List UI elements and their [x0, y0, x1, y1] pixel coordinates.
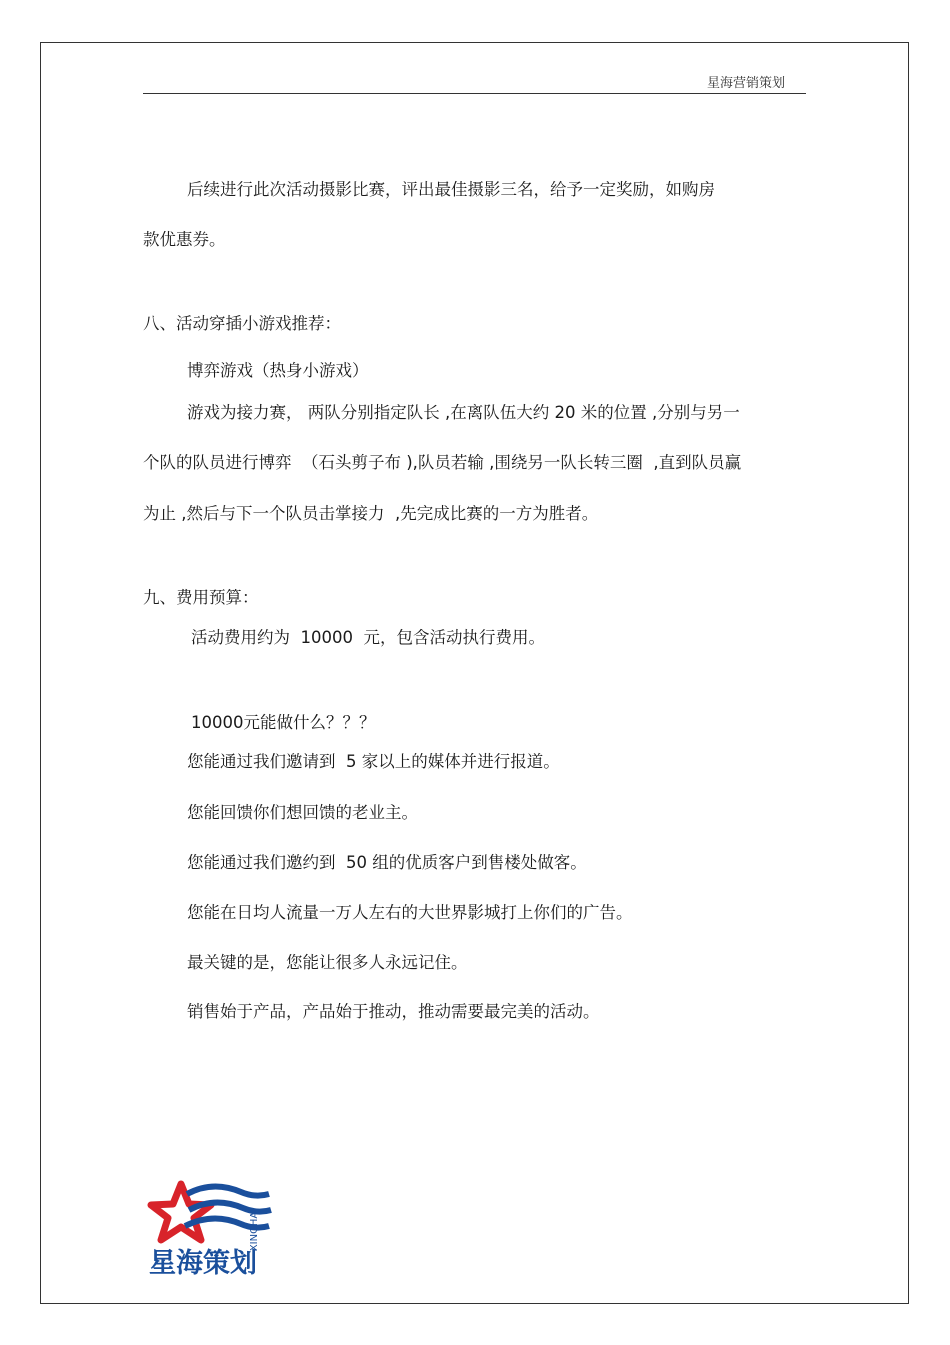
benefit-item: 您能在日均人流量一万人左右的大世界影城打上你们的广告。 — [187, 903, 633, 922]
budget-question: 10000元能做什么？？？ — [191, 713, 376, 732]
header-rule — [143, 93, 806, 94]
benefit-item: 您能回馈你们想回馈的老业主。 — [187, 803, 418, 822]
svg-text:XINGHAI: XINGHAI — [249, 1208, 260, 1252]
svg-text:星海策划: 星海策划 — [149, 1248, 257, 1279]
header-brand: 星海营销策划 — [706, 76, 785, 91]
game-line3: 为止 ,然后与下一个队员击掌接力 ,先完成比赛的一方为胜者。 — [143, 504, 599, 523]
star-wave-logo-icon — [143, 1180, 273, 1280]
benefit-item: 您能通过我们邀约到 50 组的优质客户到售楼处做客。 — [187, 853, 587, 872]
xinghai-logo — [143, 1180, 273, 1280]
paragraph-photo-line1: 后续进行此次活动摄影比赛，评出最佳摄影三名，给予一定奖励，如购房 — [187, 180, 715, 199]
budget-line: 活动费用约为 10000 元，包含活动执行费用。 — [191, 628, 545, 647]
section9-heading: 九、费用预算： — [143, 588, 259, 607]
section8-heading: 八、活动穿插小游戏推荐： — [143, 314, 341, 333]
paragraph-photo-line2: 款优惠券。 — [143, 230, 226, 249]
benefit-item: 销售始于产品，产品始于推动，推动需要最完美的活动。 — [187, 1002, 600, 1021]
game-line2: 个队的队员进行博弈 （石头剪子布 ),队员若输 ,围绕另一队长转三圈 ,直到队员赢 — [143, 453, 742, 472]
game-line1: 游戏为接力赛， 两队分别指定队长 ,在离队伍大约 20 米的位置 ,分别与另一 — [187, 403, 740, 422]
benefit-item: 最关键的是，您能让很多人永远记住。 — [187, 953, 468, 972]
game-name: 博弈游戏（热身小游戏） — [187, 361, 369, 380]
benefit-item: 您能通过我们邀请到 5 家以上的媒体并进行报道。 — [187, 752, 560, 771]
